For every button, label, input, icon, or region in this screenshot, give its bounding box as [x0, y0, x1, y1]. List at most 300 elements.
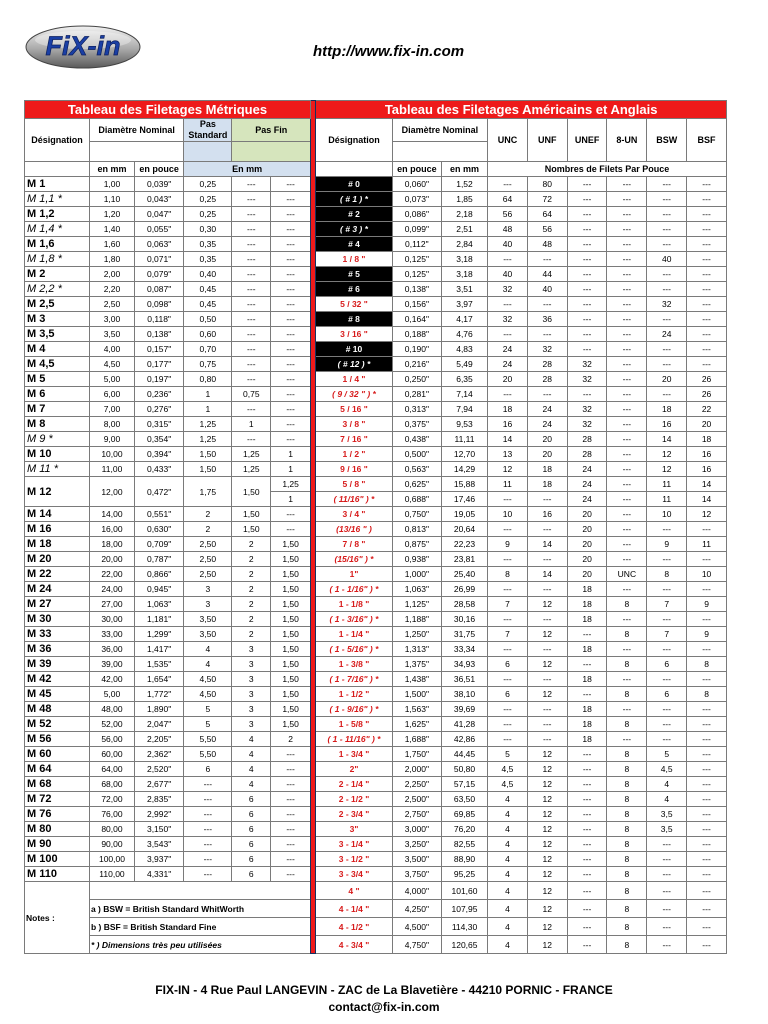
table-row: [25, 882, 727, 900]
metric-pas-fin-2: ---: [271, 747, 311, 762]
unef-value: ---: [567, 387, 607, 402]
metric-pas-fin-2: ---: [271, 312, 311, 327]
unf-value: 72: [527, 192, 567, 207]
unc-value: 5: [488, 747, 528, 762]
metric-pas-standard: 0,25: [184, 207, 232, 222]
metric-pas-fin-2: 1,50: [271, 702, 311, 717]
american-designation: (15/16" ) *: [316, 552, 392, 567]
metric-pas-standard: 3,50: [184, 627, 232, 642]
metric-pas-fin-2: ---: [271, 837, 311, 852]
unef-value: ---: [567, 657, 607, 672]
bsw-value: ---: [647, 702, 687, 717]
bsf-value: ---: [687, 177, 727, 192]
bsw-value: 14: [647, 432, 687, 447]
metric-mm: 5,00: [89, 372, 134, 387]
bsw-value: ---: [647, 237, 687, 252]
american-mm: 120,65: [441, 936, 487, 954]
metric-pas-fin-2: 1,50: [271, 597, 311, 612]
unc-value: 20: [488, 372, 528, 387]
table-row: [25, 267, 727, 282]
metric-pas-fin-1: 6: [232, 867, 271, 882]
8un-value: 8: [607, 657, 647, 672]
bsf-value: ---: [687, 777, 727, 792]
metric-pas-fin-1: 1,25: [232, 462, 271, 477]
american-designation: # 2: [316, 207, 392, 222]
unf-value: 12: [527, 687, 567, 702]
metric-designation: M 22: [25, 567, 90, 582]
metric-pas-fin-2: ---: [271, 222, 311, 237]
unef-value: ---: [567, 177, 607, 192]
unf-value: 12: [527, 852, 567, 867]
unf-value: ---: [527, 612, 567, 627]
metric-designation: M 4,5: [25, 357, 90, 372]
metric-inch: 0,354": [135, 432, 184, 447]
metric-mm: 39,00: [89, 657, 134, 672]
bsf-value: ---: [687, 357, 727, 372]
unef-value: ---: [567, 627, 607, 642]
metric-inch: 2,362": [135, 747, 184, 762]
unef-value: ---: [567, 822, 607, 837]
notes-label: Notes :: [25, 882, 90, 954]
unc-value: 24: [488, 357, 528, 372]
metric-inch: 0,472": [135, 477, 184, 507]
8un-value: ---: [607, 447, 647, 462]
table-row: [25, 582, 727, 597]
bsf-value: ---: [687, 762, 727, 777]
metric-designation: M 110: [25, 867, 90, 882]
metric-pas-fin-1: 6: [232, 792, 271, 807]
metric-pas-standard: 4,50: [184, 672, 232, 687]
bsf-value: ---: [687, 918, 727, 936]
american-mm: 6,35: [441, 372, 487, 387]
metric-pas-fin-2: 1,50: [271, 537, 311, 552]
metric-pas-fin-1: 2: [232, 537, 271, 552]
american-designation: 5 / 16 ": [316, 402, 392, 417]
american-inch: 0,250": [392, 372, 441, 387]
bsw-value: 10: [647, 507, 687, 522]
metric-mm: 16,00: [89, 522, 134, 537]
unef-value: ---: [567, 327, 607, 342]
unf-value: 16: [527, 507, 567, 522]
unef-value: ---: [567, 792, 607, 807]
metric-mm: 30,00: [89, 612, 134, 627]
unf-value: 44: [527, 267, 567, 282]
american-designation: (13/16 " ): [316, 522, 392, 537]
american-designation: ( 9 / 32 " ) *: [316, 387, 392, 402]
metric-designation: M 10: [25, 447, 90, 462]
american-designation-header: Désignation: [316, 119, 392, 162]
8un-value: 8: [607, 837, 647, 852]
american-mm: 11,11: [441, 432, 487, 447]
american-designation: 3 - 3/4 ": [316, 867, 392, 882]
unc-value: ---: [488, 672, 528, 687]
metric-mm: 1,80: [89, 252, 134, 267]
unc-value: 4: [488, 918, 528, 936]
metric-pas-fin-2: ---: [271, 177, 311, 192]
metric-designation-header: Désignation: [25, 119, 90, 162]
metric-pas-fin-2: ---: [271, 237, 311, 252]
metric-pas-fin-2: ---: [271, 252, 311, 267]
table-row: [25, 477, 727, 492]
metric-inch: 0,236": [135, 387, 184, 402]
table-row: [25, 852, 727, 867]
unef-value: ---: [567, 852, 607, 867]
unc-value: 4: [488, 936, 528, 954]
unf-value: ---: [527, 387, 567, 402]
metric-mm: 64,00: [89, 762, 134, 777]
american-designation: 5 / 32 ": [316, 297, 392, 312]
american-designation: 1 - 1/4 ": [316, 627, 392, 642]
metric-mm: 1,60: [89, 237, 134, 252]
table-row: [25, 807, 727, 822]
bsw-value: ---: [647, 642, 687, 657]
american-inch: 3,250": [392, 837, 441, 852]
american-table-title: Tableau des Filetages Américains et Anglais: [316, 101, 727, 119]
8un-value: ---: [607, 387, 647, 402]
unef-value: 32: [567, 402, 607, 417]
website-url[interactable]: http://www.fix-in.com: [313, 43, 465, 60]
unf-value: 40: [527, 282, 567, 297]
table-row: [25, 312, 727, 327]
american-mm: 3,18: [441, 252, 487, 267]
8un-value: ---: [607, 177, 647, 192]
unf-value: 36: [527, 312, 567, 327]
unef-value: ---: [567, 237, 607, 252]
metric-mm: 36,00: [89, 642, 134, 657]
unf-value: 12: [527, 777, 567, 792]
unf-value: 18: [527, 462, 567, 477]
metric-designation: M 2,2 *: [25, 282, 90, 297]
metric-mm: 80,00: [89, 822, 134, 837]
metric-pas-fin-1: 3: [232, 672, 271, 687]
unef-value: ---: [567, 192, 607, 207]
bsf-value: ---: [687, 852, 727, 867]
metric-pas-standard: 5,50: [184, 747, 232, 762]
table-row: [25, 900, 727, 918]
unf-value: 48: [527, 237, 567, 252]
american-inch: 0,086": [392, 207, 441, 222]
bsw-value: ---: [647, 612, 687, 627]
metric-pas-fin-1: 4: [232, 732, 271, 747]
metric-inch: 0,039": [135, 177, 184, 192]
american-designation: ( 1 - 1/16" ) *: [316, 582, 392, 597]
unef-value: ---: [567, 762, 607, 777]
bsw-value: 6: [647, 657, 687, 672]
metric-pas-fin-1: 1: [232, 417, 271, 432]
table-row: [25, 597, 727, 612]
metric-pas-fin-1: 6: [232, 807, 271, 822]
metric-inch: 1,890": [135, 702, 184, 717]
american-mm: 30,16: [441, 612, 487, 627]
metric-pas-fin-1: 3: [232, 717, 271, 732]
table-row: [25, 357, 727, 372]
8un-value: ---: [607, 312, 647, 327]
metric-pas-standard: 1: [184, 387, 232, 402]
metric-pas-standard: 2: [184, 507, 232, 522]
metric-pas-fin-2: 1,50: [271, 642, 311, 657]
american-designation: 4 - 1/2 ": [316, 918, 392, 936]
metric-pas-fin-1: ---: [232, 432, 271, 447]
8un-value: ---: [607, 192, 647, 207]
pas-standard-header: Pas Standard: [184, 119, 232, 142]
thread-table: [24, 100, 727, 950]
bsw-value: 18: [647, 402, 687, 417]
american-inch: 0,281": [392, 387, 441, 402]
unf-value: ---: [527, 327, 567, 342]
8un-value: ---: [607, 672, 647, 687]
metric-mm: 1,00: [89, 177, 134, 192]
table-row: [25, 567, 727, 582]
american-mm: 31,75: [441, 627, 487, 642]
bsf-value: ---: [687, 252, 727, 267]
american-mm: 82,55: [441, 837, 487, 852]
metric-designation: M 12: [25, 477, 90, 507]
american-inch: 0,156": [392, 297, 441, 312]
table-row: [25, 732, 727, 747]
unc-value: 14: [488, 432, 528, 447]
bsf-value: ---: [687, 702, 727, 717]
unef-value: 18: [567, 597, 607, 612]
metric-mm: 4,00: [89, 342, 134, 357]
american-designation: 1 / 2 ": [316, 447, 392, 462]
note-c: * ) Dimensions très peu utilisées: [89, 936, 310, 954]
metric-pas-fin-1: 1,50: [232, 507, 271, 522]
metric-pas-fin-2: ---: [271, 207, 311, 222]
en-pouce-header: en pouce: [135, 162, 184, 177]
unf-value: ---: [527, 522, 567, 537]
bsw-value: ---: [647, 852, 687, 867]
american-designation: 4 - 1/4 ": [316, 900, 392, 918]
unf-header: UNF: [527, 119, 567, 162]
unef-value: ---: [567, 267, 607, 282]
metric-pas-standard: 2: [184, 522, 232, 537]
metric-designation: M 18: [25, 537, 90, 552]
table-row: [25, 672, 727, 687]
table-row: [25, 282, 727, 297]
american-mm: 2,51: [441, 222, 487, 237]
metric-designation: M 1: [25, 177, 90, 192]
metric-pas-standard: 3,50: [184, 612, 232, 627]
unef-value: ---: [567, 837, 607, 852]
unc-value: 8: [488, 567, 528, 582]
metric-designation: M 45: [25, 687, 90, 702]
bsw-value: ---: [647, 222, 687, 237]
metric-pas-standard: 3: [184, 597, 232, 612]
unf-value: 64: [527, 207, 567, 222]
metric-pas-standard: 1,25: [184, 432, 232, 447]
table-row: [25, 612, 727, 627]
bsw-value: 40: [647, 252, 687, 267]
metric-pas-fin-2: 1,50: [271, 552, 311, 567]
american-designation: 1 - 5/8 ": [316, 717, 392, 732]
bsf-value: ---: [687, 297, 727, 312]
american-mm: 38,10: [441, 687, 487, 702]
unc-value: ---: [488, 552, 528, 567]
unc-value: 13: [488, 447, 528, 462]
table-row: [25, 552, 727, 567]
bsf-value: ---: [687, 237, 727, 252]
table-row: [25, 747, 727, 762]
metric-inch: 0,043": [135, 192, 184, 207]
8un-value: ---: [607, 642, 647, 657]
metric-inch: 4,331": [135, 867, 184, 882]
table-row: [25, 387, 727, 402]
unc-value: 64: [488, 192, 528, 207]
metric-designation: M 100: [25, 852, 90, 867]
american-designation: 2 - 3/4 ": [316, 807, 392, 822]
metric-mm: 18,00: [89, 537, 134, 552]
unef-value: 32: [567, 372, 607, 387]
bsf-value: 9: [687, 627, 727, 642]
table-row: [25, 462, 727, 477]
bsf-value: ---: [687, 582, 727, 597]
bsw-value: ---: [647, 918, 687, 936]
american-designation: # 5: [316, 267, 392, 282]
8un-value: 8: [607, 918, 647, 936]
8un-value: 8: [607, 852, 647, 867]
metric-pas-standard: 6: [184, 762, 232, 777]
bsw-header: BSW: [647, 119, 687, 162]
bsw-value: 6: [647, 687, 687, 702]
american-designation: 3 - 1/4 ": [316, 837, 392, 852]
metric-pas-fin-1: 4: [232, 777, 271, 792]
metric-pas-fin-2: 2: [271, 732, 311, 747]
unf-value: ---: [527, 732, 567, 747]
metric-pas-fin-1: ---: [232, 252, 271, 267]
bsf-value: 8: [687, 687, 727, 702]
unf-value: 12: [527, 882, 567, 900]
metric-pas-standard: 1,25: [184, 417, 232, 432]
metric-pas-fin-2: 1,25: [271, 477, 311, 492]
american-inch: 2,000": [392, 762, 441, 777]
metric-pas-fin-1: 3: [232, 702, 271, 717]
metric-inch: 3,543": [135, 837, 184, 852]
bsw-value: ---: [647, 552, 687, 567]
metric-designation: M 36: [25, 642, 90, 657]
metric-pas-standard: ---: [184, 867, 232, 882]
metric-inch: 1,535": [135, 657, 184, 672]
american-mm: 44,45: [441, 747, 487, 762]
american-mm: 19,05: [441, 507, 487, 522]
american-designation: ( 1 - 3/16" ) *: [316, 612, 392, 627]
metric-mm: 33,00: [89, 627, 134, 642]
8un-value: 8: [607, 762, 647, 777]
footer-email[interactable]: contact@fix-in.com: [328, 1000, 440, 1014]
table-row: [25, 822, 727, 837]
metric-inch: 1,772": [135, 687, 184, 702]
metric-pas-fin-1: ---: [232, 177, 271, 192]
metric-pas-fin-1: 2: [232, 552, 271, 567]
unf-value: 14: [527, 567, 567, 582]
american-inch: 3,000": [392, 822, 441, 837]
unef-value: ---: [567, 867, 607, 882]
american-inch: 1,313": [392, 642, 441, 657]
american-mm: 4,17: [441, 312, 487, 327]
unf-value: 80: [527, 177, 567, 192]
american-designation: 3 / 4 ": [316, 507, 392, 522]
american-mm: 33,34: [441, 642, 487, 657]
spacer: [25, 162, 90, 177]
metric-pas-fin-2: ---: [271, 327, 311, 342]
unef-value: ---: [567, 297, 607, 312]
bsw-value: 11: [647, 477, 687, 492]
metric-inch: 2,205": [135, 732, 184, 747]
unc-value: ---: [488, 702, 528, 717]
8un-value: 8: [607, 882, 647, 900]
american-inch: 0,099": [392, 222, 441, 237]
am-en-pouce-header: en pouce: [392, 162, 441, 177]
metric-pas-fin-1: ---: [232, 297, 271, 312]
bsw-value: 24: [647, 327, 687, 342]
american-mm: 17,46: [441, 492, 487, 507]
metric-mm: 48,00: [89, 702, 134, 717]
am-en-mm-header: en mm: [441, 162, 487, 177]
metric-designation: M 68: [25, 777, 90, 792]
bsf-value: 26: [687, 372, 727, 387]
metric-pas-fin-2: ---: [271, 867, 311, 882]
bsf-value: ---: [687, 342, 727, 357]
8un-value: 8: [607, 627, 647, 642]
table-row: [25, 867, 727, 882]
table-row: [25, 642, 727, 657]
metric-designation: M 3,5: [25, 327, 90, 342]
metric-designation: M 7: [25, 402, 90, 417]
metric-pas-standard: ---: [184, 777, 232, 792]
bsw-value: ---: [647, 900, 687, 918]
metric-mm: 10,00: [89, 447, 134, 462]
metric-pas-fin-1: ---: [232, 282, 271, 297]
metric-pas-fin-2: 1,50: [271, 567, 311, 582]
metric-designation: M 5: [25, 372, 90, 387]
american-inch: 0,313": [392, 402, 441, 417]
metric-pas-fin-1: ---: [232, 312, 271, 327]
american-mm: 5,49: [441, 357, 487, 372]
metric-mm: 2,00: [89, 267, 134, 282]
en-mm-pitch-header: En mm: [184, 162, 311, 177]
unf-value: 12: [527, 936, 567, 954]
metric-pas-fin-2: ---: [271, 372, 311, 387]
metric-pas-fin-1: ---: [232, 402, 271, 417]
metric-pas-fin-1: 3: [232, 657, 271, 672]
metric-designation: M 90: [25, 837, 90, 852]
bsf-value: ---: [687, 642, 727, 657]
metric-inch: 1,299": [135, 627, 184, 642]
8un-value: ---: [607, 537, 647, 552]
metric-pas-standard: ---: [184, 822, 232, 837]
metric-pas-fin-2: ---: [271, 852, 311, 867]
american-mm: 12,70: [441, 447, 487, 462]
unef-value: 18: [567, 642, 607, 657]
table-row: [25, 507, 727, 522]
american-designation: 1 / 8 ": [316, 252, 392, 267]
8un-value: ---: [607, 342, 647, 357]
american-mm: 63,50: [441, 792, 487, 807]
metric-pas-standard: 5: [184, 717, 232, 732]
metric-inch: 3,937": [135, 852, 184, 867]
metric-mm: 22,00: [89, 567, 134, 582]
metric-pas-fin-1: ---: [232, 357, 271, 372]
bsw-value: ---: [647, 282, 687, 297]
unc-value: ---: [488, 297, 528, 312]
unf-value: 12: [527, 597, 567, 612]
metric-pas-standard: 3: [184, 582, 232, 597]
american-inch: 1,688": [392, 732, 441, 747]
unc-value: ---: [488, 492, 528, 507]
8un-value: ---: [607, 252, 647, 267]
unc-value: 4: [488, 882, 528, 900]
unef-value: ---: [567, 312, 607, 327]
american-designation: 7 / 8 ": [316, 537, 392, 552]
